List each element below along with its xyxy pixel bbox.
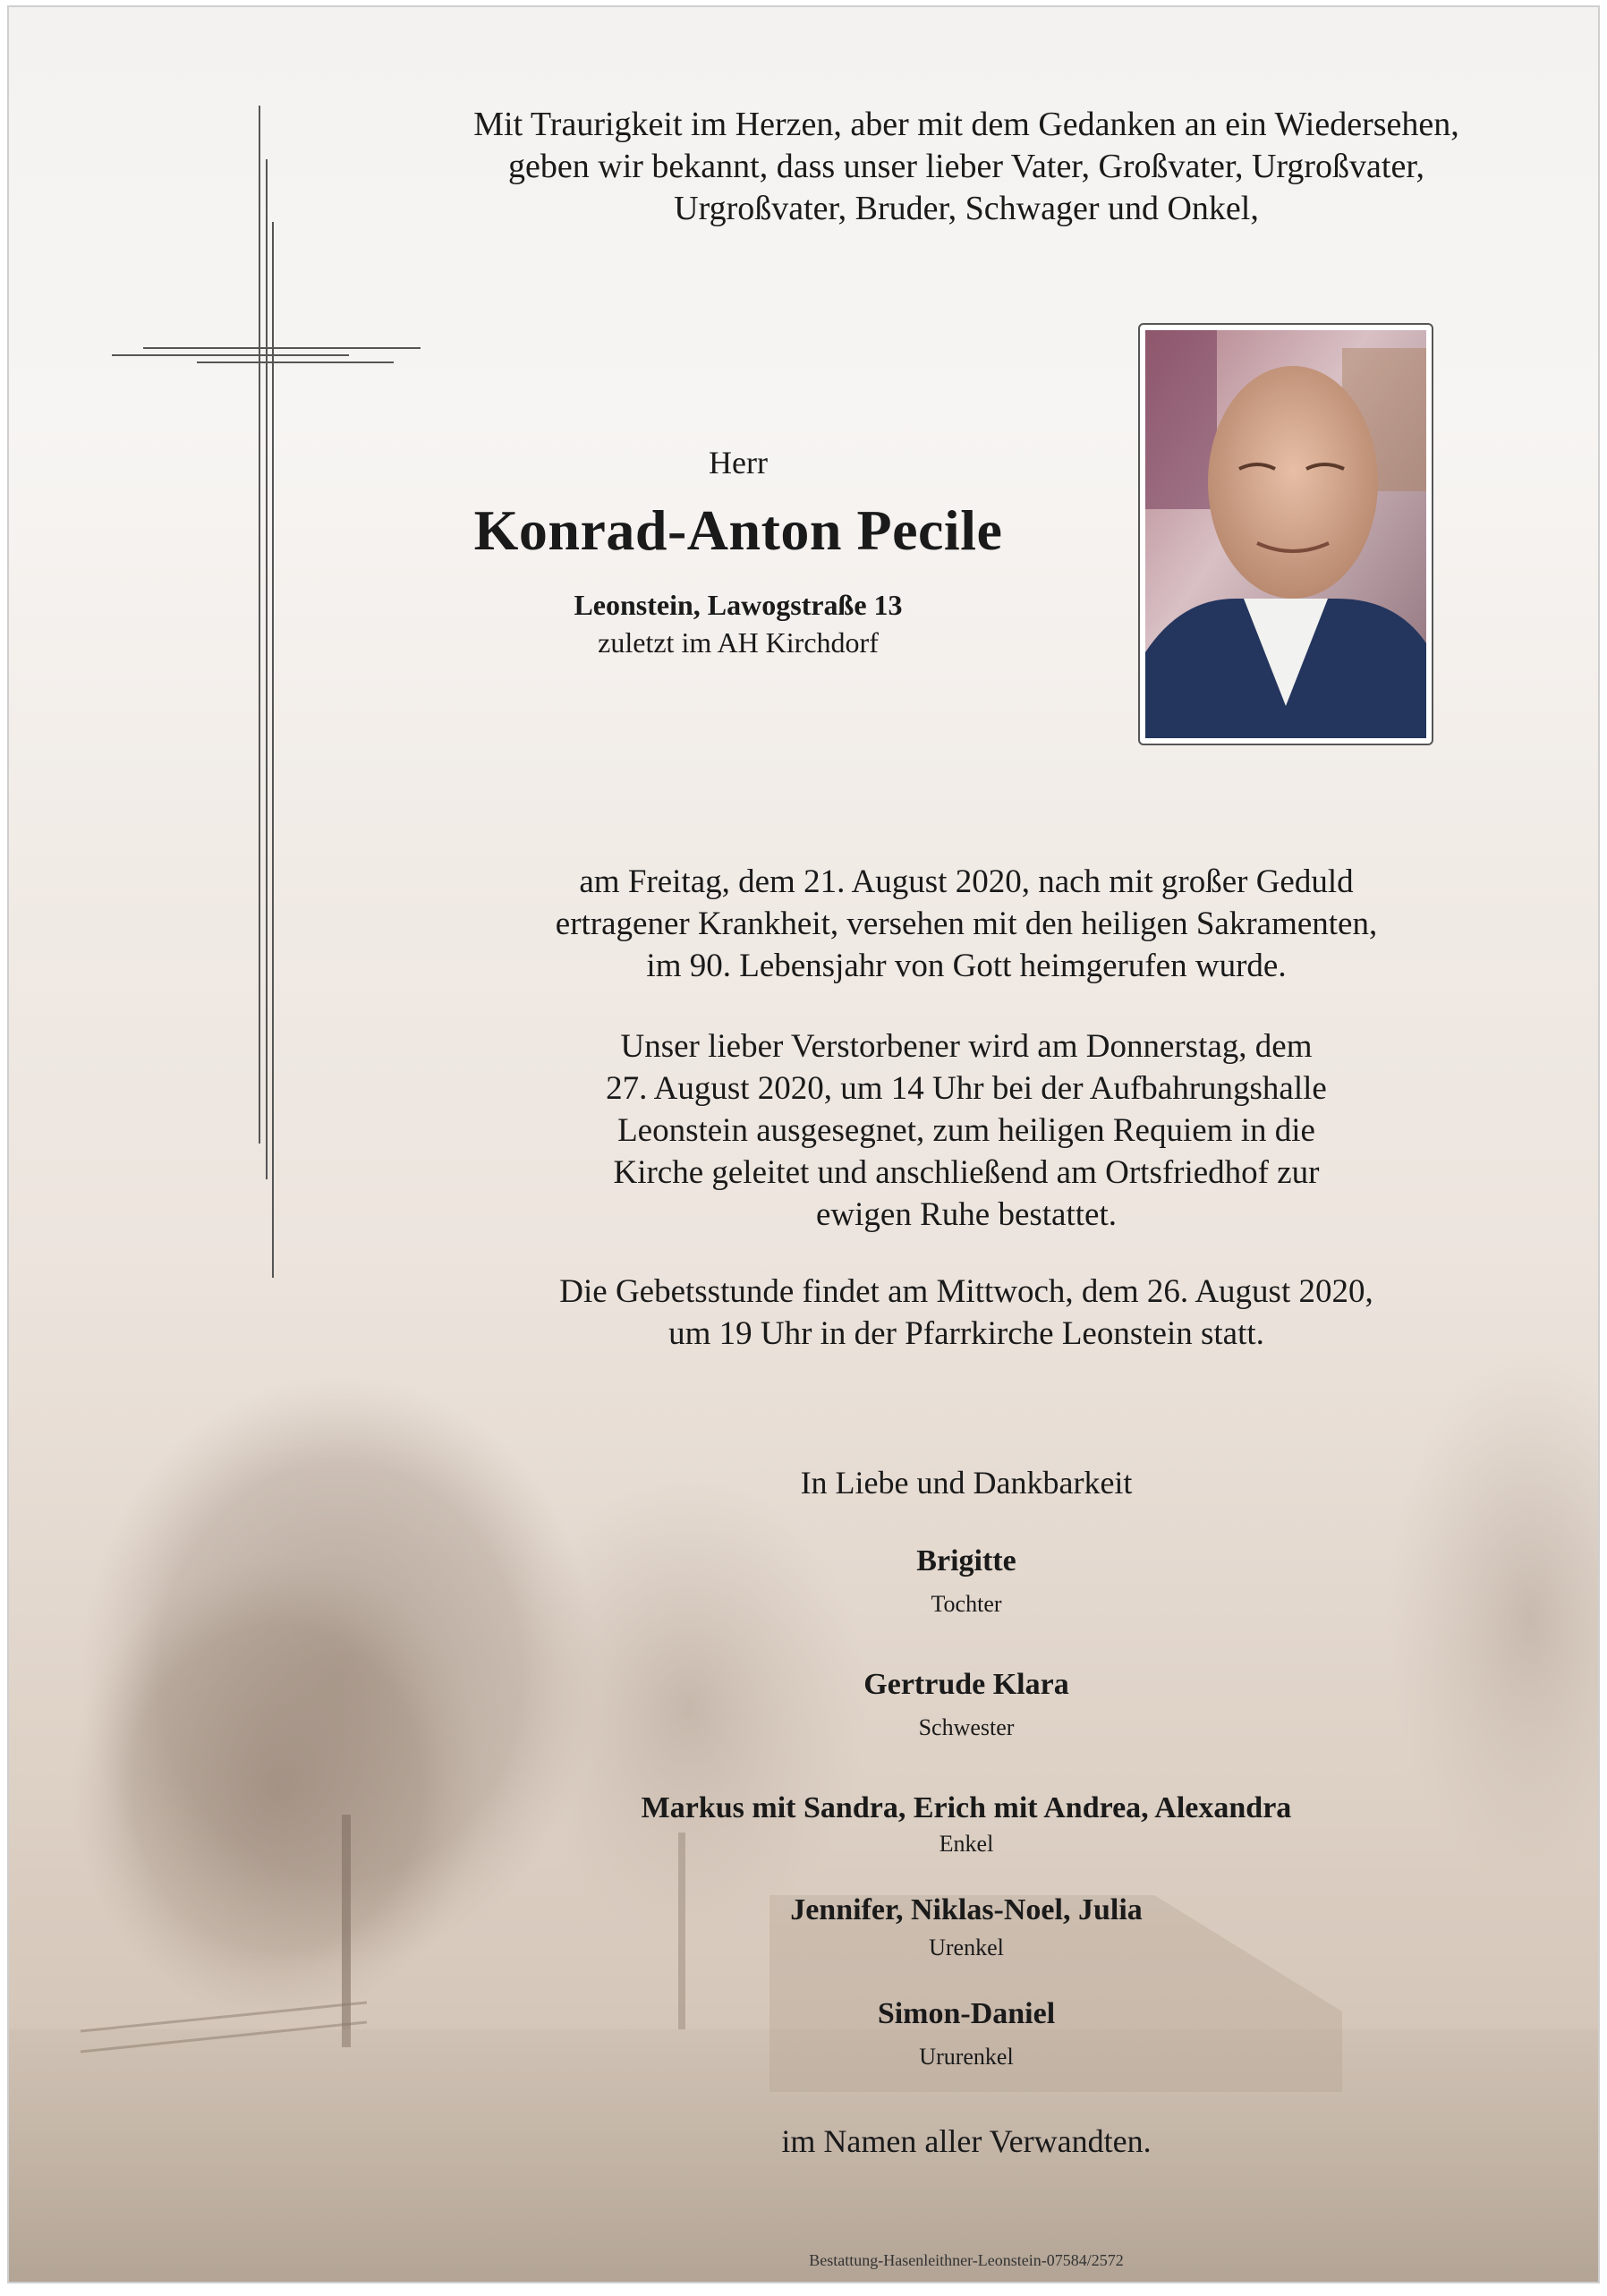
family-member-name: Markus mit Sandra, Erich mit Andrea, Alexandra [641,1791,1292,1824]
text-line: um 19 Uhr in der Pfarrkirche Leonstein statt. [668,1315,1264,1352]
text-line: ewigen Ruhe bestattet. [816,1196,1117,1233]
text-line: Leonstein ausgesegnet, zum heiligen Requiem in die [617,1112,1315,1149]
text-line: Kirche geleitet und anschließend am Ortsfriedhof zur [613,1154,1320,1191]
family-member-name: Jennifer, Niklas-Noel, Julia [790,1893,1143,1926]
family-member-relation: Schwester [918,1714,1015,1740]
portrait-frame [1138,323,1433,745]
deceased-address: Leonstein, Lawogstraße 13 [574,589,903,621]
text-line: Unser lieber Verstorbener wird am Donnerstag, dem [620,1028,1313,1065]
death-paragraph [429,861,1503,987]
footer-undertaker: Bestattung-Hasenleithner-Leonstein-07584/2572 [809,2251,1124,2269]
portrait-photo [1145,330,1426,738]
deceased-last-location: zuletzt im AH Kirchdorf [598,626,879,659]
text-line: 27. August 2020, um 14 Uhr bei der Aufbahrungshalle [606,1070,1327,1107]
deceased-name: Konrad-Anton Pecile [473,498,1003,562]
funeral-paragraph [429,1025,1503,1236]
text-line: ertragener Krankheit, versehen mit den heiligen Sakramenten, [555,906,1378,942]
closing-phrase: In Liebe und Dankbarkeit [800,1465,1133,1501]
intro-line: Urgroßvater, Bruder, Schwager und Onkel, [674,190,1259,227]
obituary-page [7,5,1600,2283]
intro-text [429,104,1503,230]
family-member-relation: Urenkel [929,1935,1004,1960]
text-line: Die Gebetsstunde findet am Mittwoch, dem 26. August 2020, [559,1273,1373,1310]
salutation: Herr [709,445,768,480]
family-member-name: Simon-Daniel [877,1997,1056,2030]
prayer-paragraph [429,1271,1503,1355]
final-phrase: im Namen aller Verwandten. [781,2123,1152,2159]
family-member-relation: Ururenkel [919,2044,1014,2070]
intro-line: geben wir bekannt, dass unser lieber Vater, Großvater, Urgroßvater, [508,148,1424,185]
text-line: am Freitag, dem 21. August 2020, nach mit großer Geduld [579,863,1354,900]
family-member-relation: Tochter [931,1591,1002,1617]
family-member-name: Brigitte [916,1544,1016,1577]
intro-line: Mit Traurigkeit im Herzen, aber mit dem Gedanken an ein Wiedersehen, [473,106,1459,143]
text-line: im 90. Lebensjahr von Gott heimgerufen wurde. [646,948,1287,984]
family-member-name: Gertrude Klara [863,1668,1069,1701]
family-member-relation: Enkel [939,1831,994,1857]
